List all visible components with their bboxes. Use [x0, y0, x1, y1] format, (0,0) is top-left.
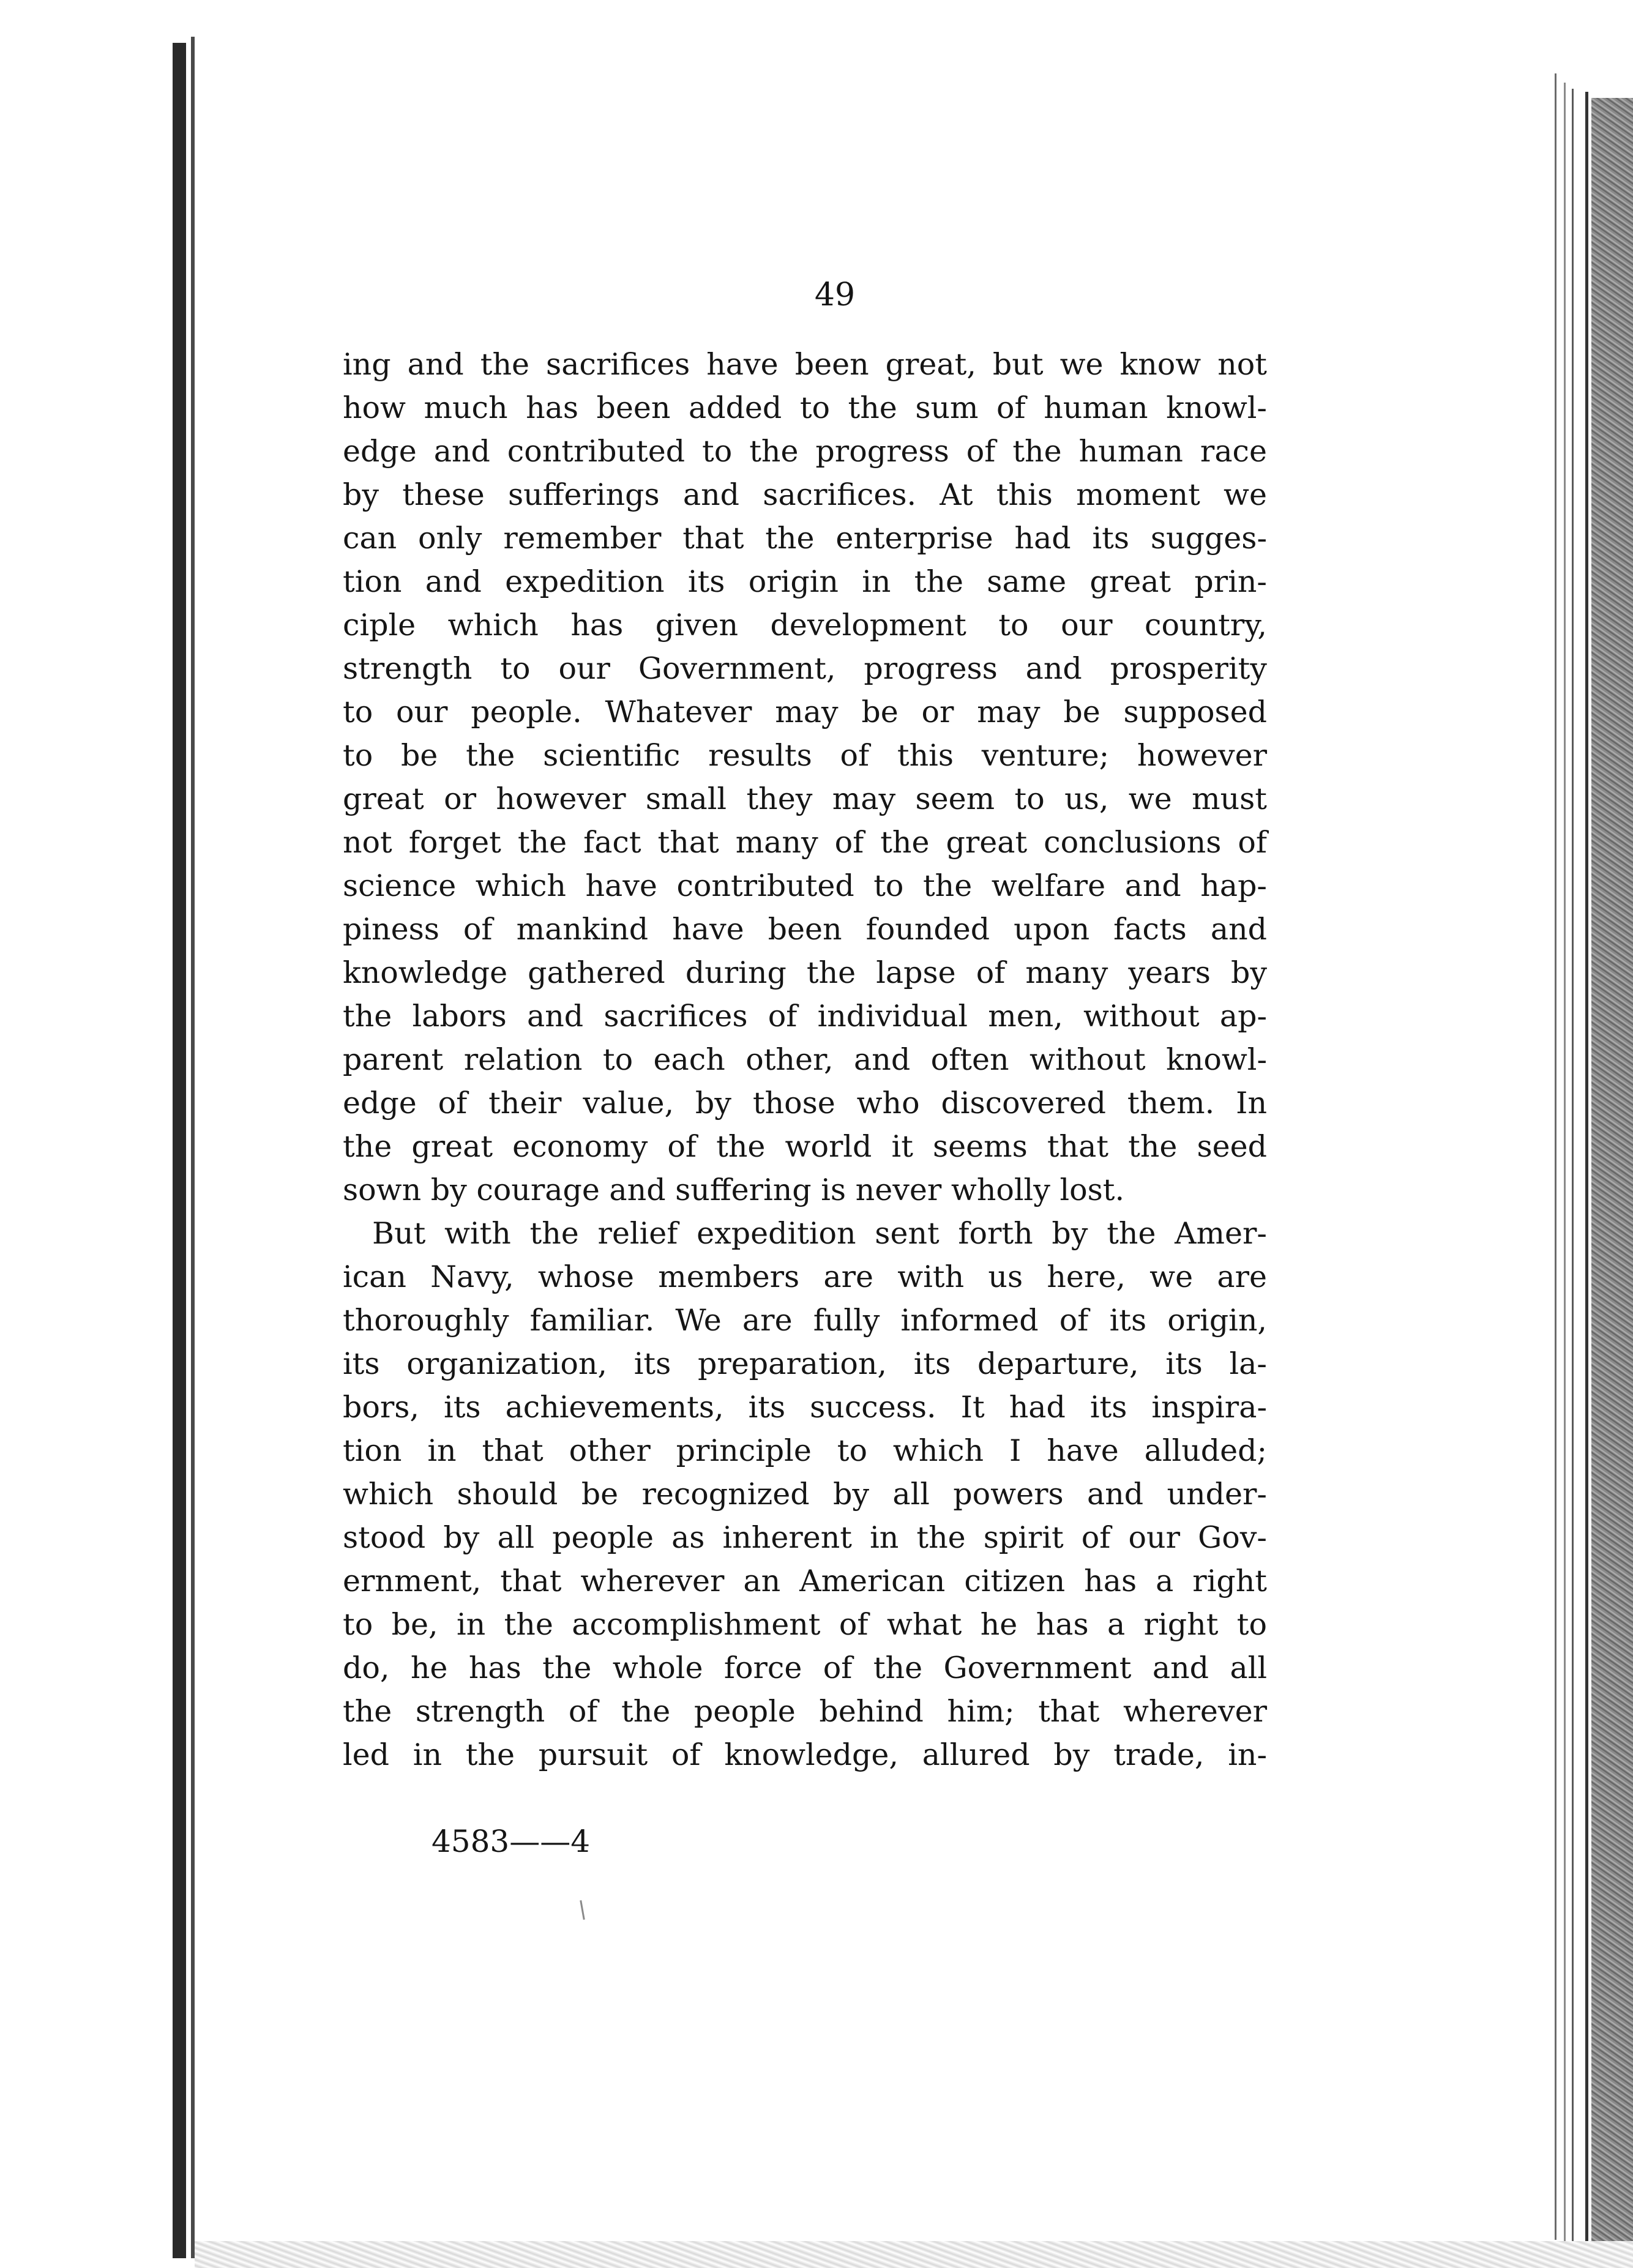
text-line: strength to our Government, progress and prosperity [343, 651, 1267, 686]
text-line: ican Navy, whose members are with us here, we are [343, 1259, 1267, 1294]
text-line: knowledge gathered during the lapse of many years by [343, 955, 1267, 990]
text-line: by these sufferings and sacrifices. At this moment we [343, 477, 1267, 512]
text-line: piness of mankind have been founded upon facts and [343, 912, 1267, 947]
text-line: to our people. Whatever may be or may be supposed [343, 695, 1267, 729]
text-line: ernment, that wherever an American citizen has a right [343, 1564, 1267, 1598]
text-line: do, he has the whole force of the Government and all [343, 1651, 1267, 1685]
text-line: sown by courage and suffering is never wholly lost. [343, 1173, 1125, 1207]
text-line: tion in that other principle to which I have alluded; [343, 1433, 1267, 1468]
text-line: can only remember that the enterprise had its sugges- [343, 521, 1267, 556]
text-line: edge of their value, by those who discovered them. In [343, 1086, 1267, 1121]
page-edge [1585, 92, 1588, 2246]
text-line: great or however small they may seem to us, we must [343, 781, 1267, 816]
page-number: 49 [814, 277, 856, 313]
facing-page [0, 0, 171, 2268]
text-line: to be the scientific results of this venture; however [343, 738, 1267, 773]
text-line: to be, in the accomplishment of what he has a right to [343, 1607, 1267, 1642]
binding-gutter [173, 43, 186, 2258]
text-line: how much has been added to the sum of human knowl- [343, 390, 1267, 425]
text-line: But with the relief expedition sent forth by the Amer- [372, 1216, 1267, 1251]
page-edge [1555, 73, 1556, 2240]
text-line: ciple which has given development to our country, [343, 608, 1267, 643]
text-line: the great economy of the world it seems that the seed [343, 1129, 1267, 1164]
text-line: the labors and sacrifices of individual men, without ap- [343, 999, 1267, 1034]
page-body-text [343, 343, 1267, 1777]
text-line: led in the pursuit of knowledge, allured by trade, in- [343, 1737, 1267, 1772]
scanner-backing [1591, 98, 1633, 2268]
text-line: the strength of the people behind him; that wherever [343, 1694, 1267, 1729]
text-line: stood by all people as inherent in the spirit of our Gov- [343, 1520, 1267, 1555]
page-edge [1572, 89, 1574, 2246]
text-line: edge and contributed to the progress of the human race [343, 434, 1267, 469]
text-line: science which have contributed to the welfare and hap- [343, 868, 1267, 903]
page-edge [1564, 83, 1566, 2243]
text-line: not forget the fact that many of the great conclusions of [343, 825, 1267, 860]
scanner-bottom-strip [195, 2241, 1633, 2268]
text-line: its organization, its preparation, its departure, its la- [343, 1346, 1267, 1381]
text-line: which should be recognized by all powers and under- [343, 1477, 1267, 1512]
text-line: ing and the sacrifices have been great, but we know not [343, 347, 1267, 382]
text-line: tion and expedition its origin in the same great prin- [343, 564, 1267, 599]
text-line: thoroughly familiar. We are fully informed of its origin, [343, 1303, 1267, 1338]
printer-signature-mark: 4583——4 [432, 1824, 591, 1859]
text-line: parent relation to each other, and often without knowl- [343, 1042, 1267, 1077]
text-line: bors, its achievements, its success. It had its inspira- [343, 1390, 1267, 1425]
